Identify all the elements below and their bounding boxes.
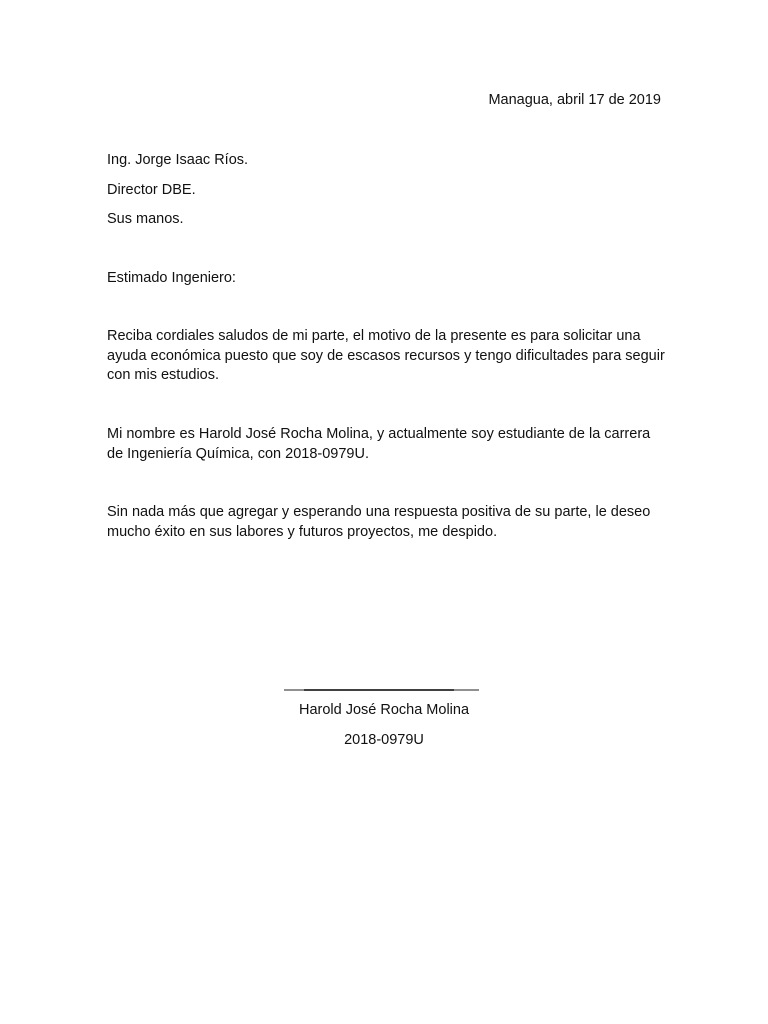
recipient-name: Ing. Jorge Isaac Ríos. bbox=[107, 152, 249, 168]
body-paragraph-closing: Sin nada más que agregar y esperando una respuesta positiva de su parte, le deseo mucho éxito en sus labores y futuros proyectos, me despido. bbox=[107, 504, 651, 540]
recipient-block bbox=[107, 150, 248, 239]
body-paragraph-identity: Mi nombre es Harold José Rocha Molina, y actualmente soy estudiante de la carrera de Ingeniería Química, con 2018-0979U. bbox=[107, 426, 651, 462]
recipient-title: Director DBE. bbox=[107, 181, 196, 198]
signer-id: 2018-0979U bbox=[344, 732, 424, 748]
salutation: Estimado Ingeniero: bbox=[107, 270, 236, 286]
recipient-delivery: Sus manos. bbox=[107, 211, 184, 227]
signature-line bbox=[284, 689, 479, 691]
signer-name: Harold José Rocha Molina bbox=[298, 702, 470, 718]
body-paragraph-request: Reciba cordiales saludos de mi parte, el motivo de la presente es para solicitar una ayuda económica puesto que soy de escasos recursos y tengo dificultades para seguir con mis estudios. bbox=[107, 328, 665, 383]
letter-date: Managua, abril 17 de 2019 bbox=[488, 92, 661, 108]
